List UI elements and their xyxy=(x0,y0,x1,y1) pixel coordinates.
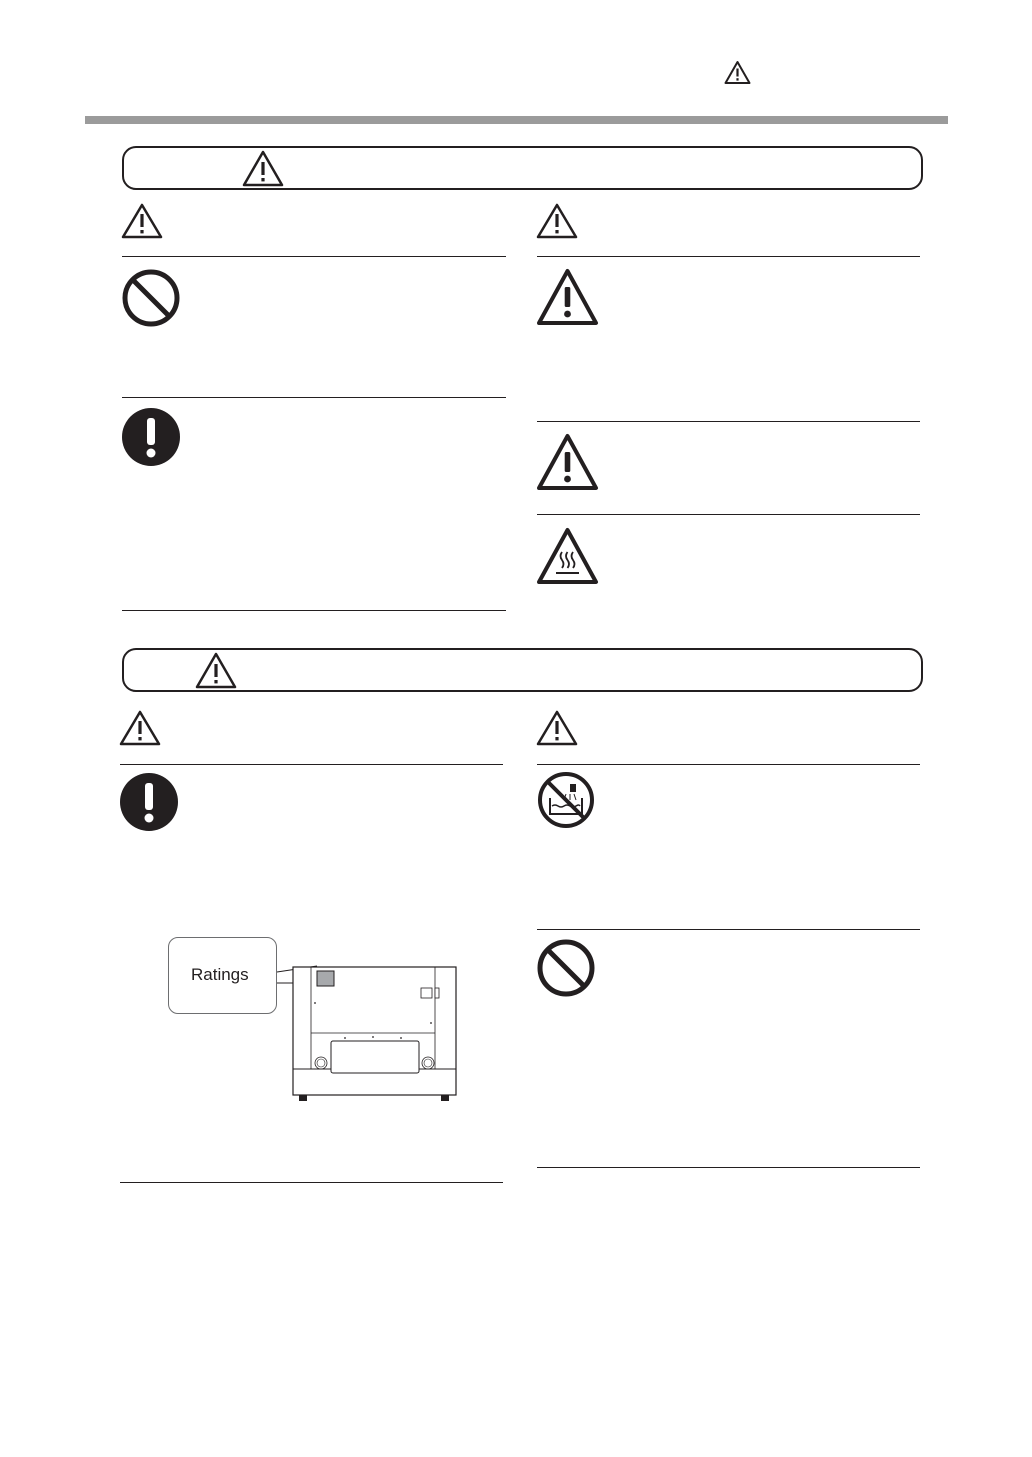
mandatory-action-icon xyxy=(119,772,179,832)
s2-right-divider xyxy=(537,929,920,930)
hot-surface-icon xyxy=(536,527,599,585)
s1-right-divider xyxy=(537,514,920,515)
section-2-banner xyxy=(122,648,923,692)
general-warning-icon xyxy=(536,268,599,326)
s1-right-divider xyxy=(537,256,920,257)
s2-right-divider xyxy=(537,764,920,765)
machine-rear-view-illustration xyxy=(275,963,460,1103)
header-warning-icon xyxy=(724,60,751,85)
prohibition-icon xyxy=(121,268,181,328)
s1-left-heading-warning-icon xyxy=(121,203,163,239)
s2-left-heading-warning-icon xyxy=(119,710,161,746)
s1-right-heading-warning-icon xyxy=(536,203,578,239)
s2-left-divider xyxy=(120,764,503,765)
prohibition-icon xyxy=(536,938,596,998)
s1-left-divider xyxy=(122,397,506,398)
general-warning-icon xyxy=(536,433,599,491)
s2-right-heading-warning-icon xyxy=(536,710,578,746)
ratings-callout xyxy=(168,937,277,1014)
no-water-icon xyxy=(536,770,596,830)
s2-left-divider xyxy=(120,1182,503,1183)
s2-right-divider xyxy=(537,1167,920,1168)
mandatory-action-icon xyxy=(121,407,181,467)
section-2-banner-warning-icon xyxy=(195,652,237,689)
section-1-banner-warning-icon xyxy=(242,150,284,187)
s1-right-divider xyxy=(537,421,920,422)
ratings-label: Ratings xyxy=(191,965,249,984)
s1-left-divider xyxy=(122,610,506,611)
s1-left-divider xyxy=(122,256,506,257)
header-rule xyxy=(85,116,948,124)
